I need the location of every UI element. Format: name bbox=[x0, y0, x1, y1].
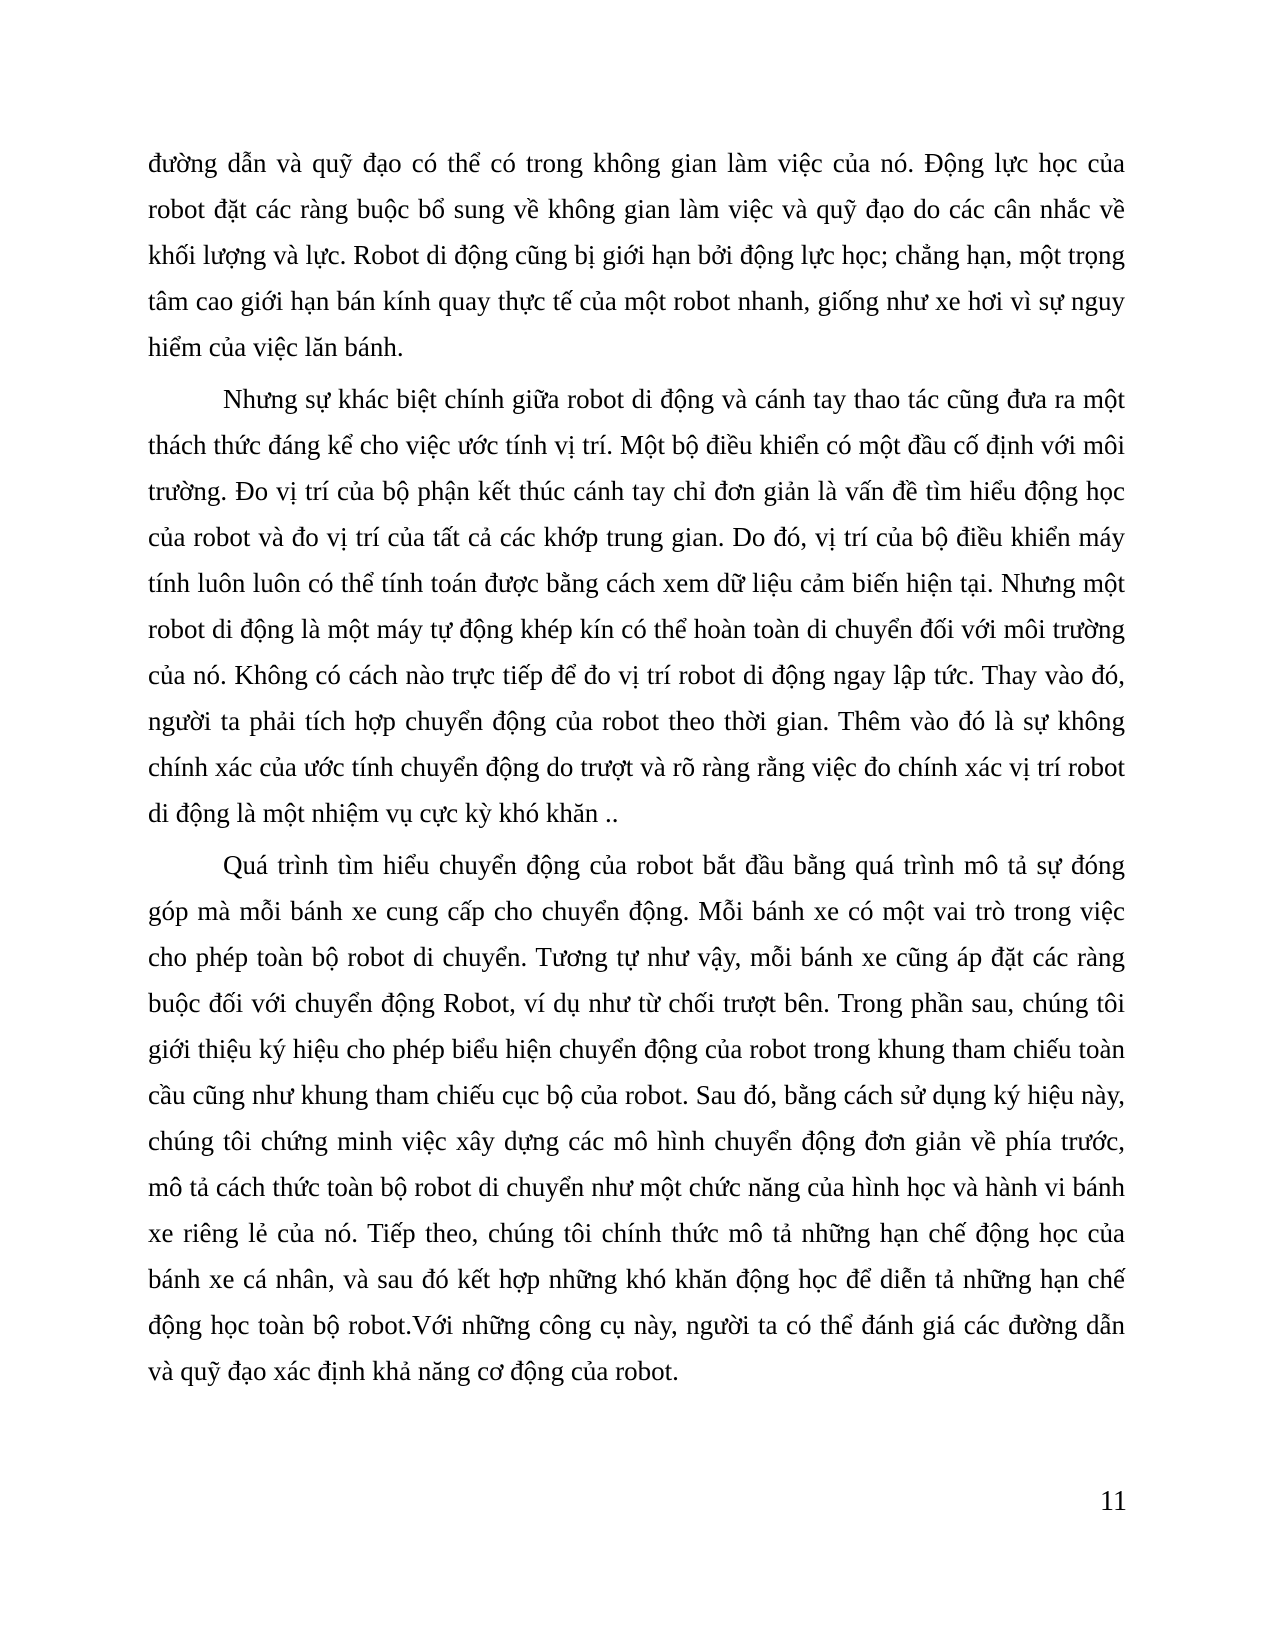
paragraph-wheel-motion: Quá trình tìm hiểu chuyển động của robot bắt đầu bằng quá trình mô tả sự đóng góp mà mỗi bánh xe cung cấp cho chuyển động. Mỗi bánh xe có một vai trò trong việc cho phép toàn bộ robot di chuyển. Tương tự như vậy, mỗi bánh xe cũng áp đặt các ràng buộc đối với chuyển động Robot, ví dụ như từ chối trượt bên. Trong phần sau, chúng tôi giới thiệu ký hiệu cho phép biểu hiện chuyển động của robot trong khung tham chiếu toàn cầu cũng như khung tham chiếu cục bộ của robot. Sau đó, bằng cách sử dụng ký hiệu này, chúng tôi chứng minh việc xây dựng các mô hình chuyển động đơn giản về phía trước, mô tả cách thức toàn bộ robot di chuyển như một chức năng của hình học và hành vi bánh xe riêng lẻ của nó. Tiếp theo, chúng tôi chính thức mô tả những hạn chế động học của bánh xe cá nhân, và sau đó kết hợp những khó khăn động học để diễn tả những hạn chế động học toàn bộ robot.Với những công cụ này, người ta có thể đánh giá các đường dẫn và quỹ đạo xác định khả năng cơ động của robot. bbox=[148, 850, 1125, 1386]
paragraph-position-estimation: Nhưng sự khác biệt chính giữa robot di động và cánh tay thao tác cũng đưa ra một thách thức đáng kể cho việc ước tính vị trí. Một bộ điều khiển có một đầu cố định với môi trường. Đo vị trí của bộ phận kết thúc cánh tay chỉ đơn giản là vấn đề tìm hiểu động học của robot và đo vị trí của tất cả các khớp trung gian. Do đó, vị trí của bộ điều khiển máy tính luôn luôn có thể tính toán được bằng cách xem dữ liệu cảm biến hiện tại. Nhưng một robot di động là một máy tự động khép kín có thể hoàn toàn di chuyển đối với môi trường của nó. Không có cách nào trực tiếp để đo vị trí robot di động ngay lập tức. Thay vào đó, người ta phải tích hợp chuyển động của robot theo thời gian. Thêm vào đó là sự không chính xác của ước tính chuyển động do trượt và rõ ràng rằng việc đo chính xác vị trí robot di động là một nhiệm vụ cực kỳ khó khăn .. bbox=[148, 384, 1125, 828]
paragraph-continuation: đường dẫn và quỹ đạo có thể có trong không gian làm việc của nó. Động lực học của robot đặt các ràng buộc bổ sung về không gian làm việc và quỹ đạo do các cân nhắc về khối lượng và lực. Robot di động cũng bị giới hạn bởi động lực học; chẳng hạn, một trọng tâm cao giới hạn bán kính quay thực tế của một robot nhanh, giống như xe hơi vì sự nguy hiểm của việc lăn bánh. bbox=[148, 148, 1125, 362]
page-number: 11 bbox=[1100, 1486, 1127, 1517]
body-text-block bbox=[148, 140, 1125, 1394]
